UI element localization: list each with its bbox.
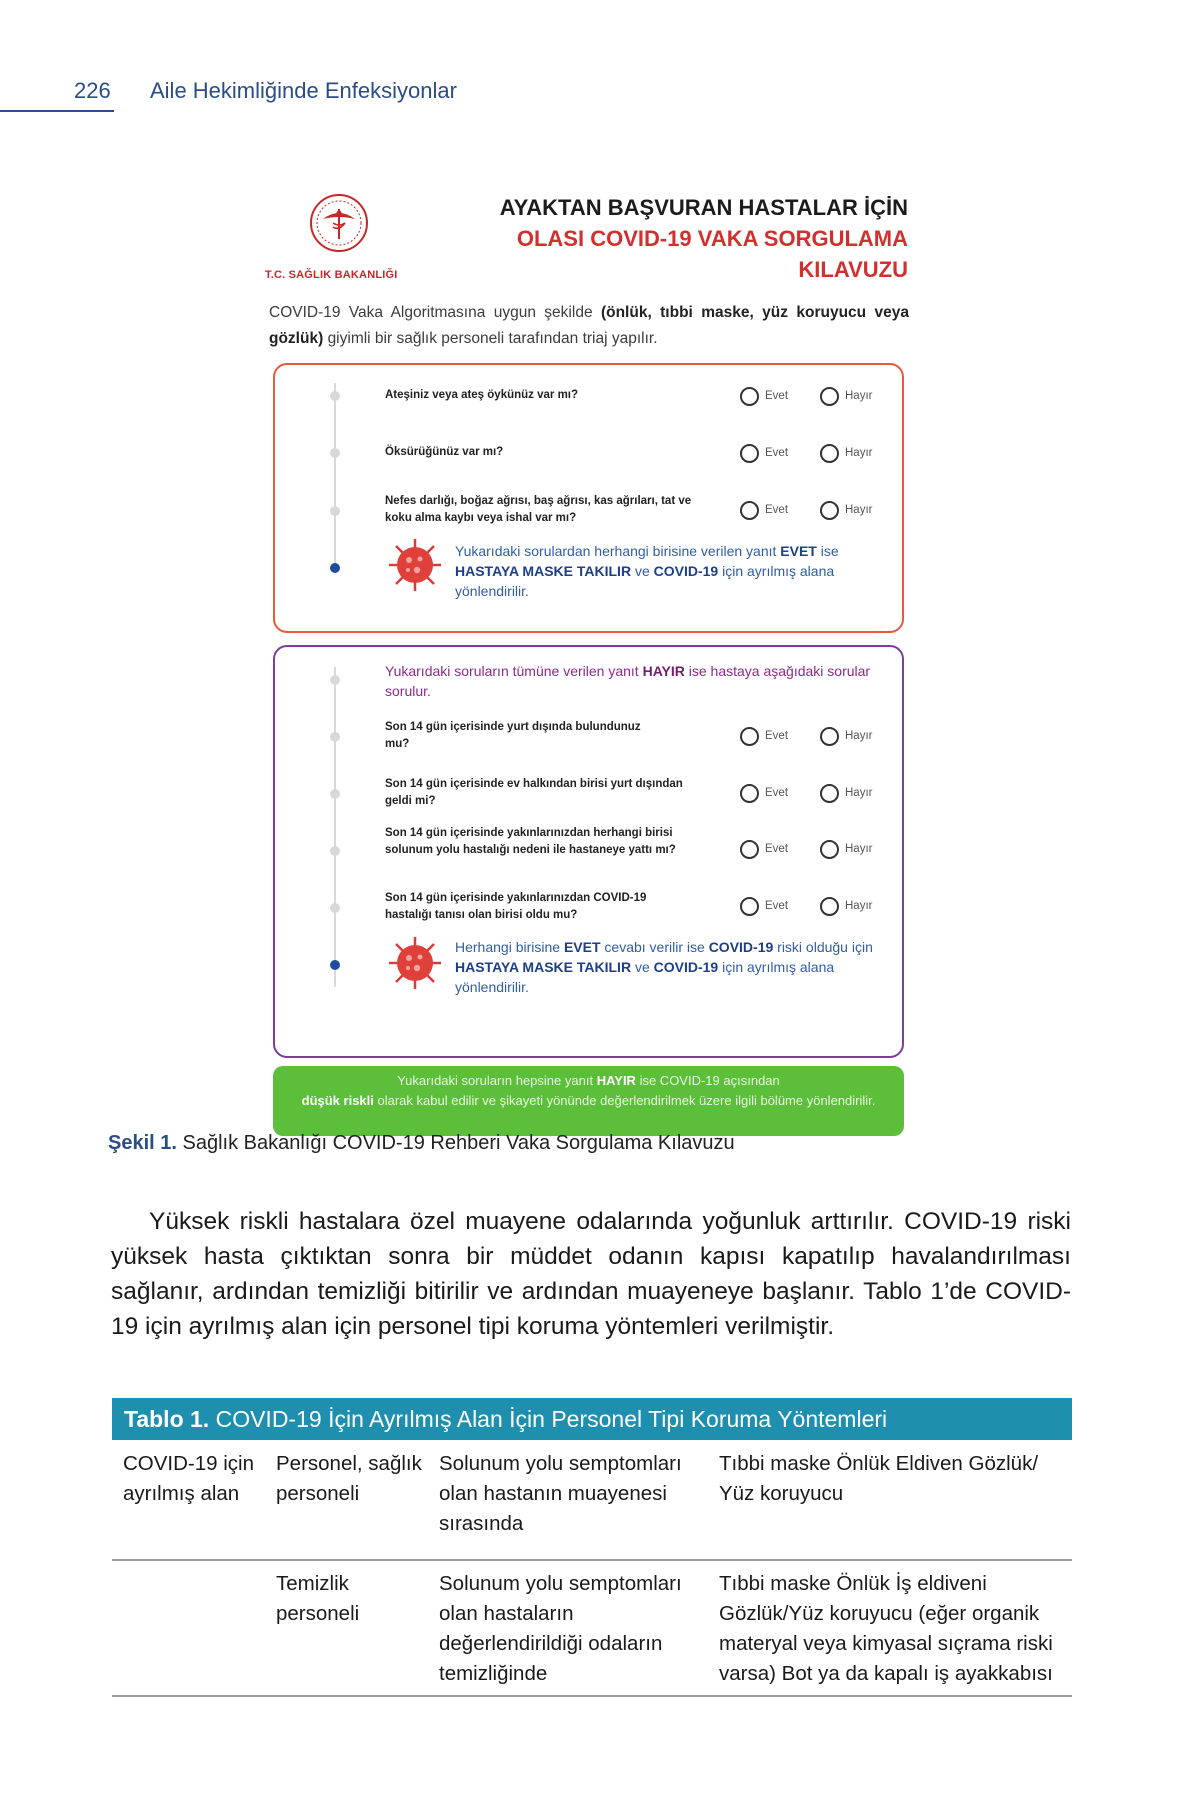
- radio-icon[interactable]: [740, 444, 759, 463]
- radio-icon[interactable]: [740, 727, 759, 746]
- figure-caption: [108, 1132, 735, 1155]
- figure-intro: COVID-19 Vaka Algoritmasına uygun şekilde (önlük, tıbbi maske, yüz koruyucu veya gözlük) giyimli bir sağlık personeli tarafından triaj yapılır.: [269, 304, 909, 347]
- radio-icon[interactable]: [740, 784, 759, 803]
- purple-box-note: Herhangi birisine EVET cevabı verilir ise COVID-19 riski olduğu için HASTAYA MASKE TAKILIR ve COVID-19 için ayrılmış alana yönlendirilir.: [455, 939, 873, 995]
- radio-icon[interactable]: [820, 501, 839, 520]
- question-relative-covid: Son 14 gün içerisinde yakınlarınızdan COVID-19 hastalığı tanısı olan birisi oldu mu?: [385, 892, 647, 921]
- table-title-text: COVID-19 İçin Ayrılmış Alan İçin Personel Tipi Koruma Yöntemleri: [215, 1406, 888, 1432]
- cell-personnel: Temizlik personeli: [276, 1572, 360, 1625]
- header-rule: [0, 110, 114, 112]
- radio-icon[interactable]: [820, 897, 839, 916]
- purple-box-intro: Yukarıdaki soruların tümüne verilen yanıt HAYIR ise hastaya aşağıdaki sorular sorulur.: [385, 663, 871, 699]
- timeline-dot-active: [330, 563, 340, 573]
- cell-personnel: Personel, sağlık personeli: [276, 1452, 422, 1505]
- figure-title-line3: KILAVUZU: [798, 257, 908, 282]
- cell-activity: Solunum yolu semptomları olan hastaların değerlendirildiği odaların temizliğinde: [439, 1572, 682, 1685]
- figure-title: [500, 192, 908, 285]
- virus-icon: [387, 537, 443, 593]
- table-title: [112, 1398, 1072, 1440]
- question-travel: Son 14 gün içerisinde yurt dışında bulundunuz mu?: [385, 721, 641, 750]
- question-symptoms: Nefes darlığı, boğaz ağrısı, baş ağrısı, kas ağrıları, tat ve koku alma kaybı veya ishal var mı?: [385, 495, 692, 524]
- timeline-dot: [330, 391, 340, 401]
- body-paragraph: Yüksek riskli hastalara özel muayene odalarında yoğunluk arttırılır. COVID-19 riski yüksek hasta çıktıktan sonra bir müddet odanın kapısı kapatılıp havalandırılması sağlanır, ardından temizliği bitirilir ve ardından muayeneye başlanır. Tablo 1’de COVID-19 için ayrılmış alan için personel tipi koruma yöntemleri verilmiştir.: [111, 1208, 1071, 1340]
- radio-icon[interactable]: [820, 727, 839, 746]
- question-cough: Öksürüğünüz var mı?: [385, 446, 504, 458]
- timeline-dot: [330, 675, 340, 685]
- timeline-dot-active: [330, 960, 340, 970]
- ministry-emblem-icon: [309, 193, 369, 253]
- cell-protection: Tıbbi maske Önlük İş eldiveni Gözlük/Yüz koruyucu (eğer organik materyal veya kimyasal sıçrama riski varsa) Bot ya da kapalı iş ayakkabısı: [719, 1572, 1053, 1685]
- question-household-travel: Son 14 gün içerisinde ev halkından birisi yurt dışından geldi mi?: [385, 778, 683, 807]
- table-row-divider: [112, 1559, 1072, 1561]
- radio-icon[interactable]: [820, 784, 839, 803]
- radio-icon[interactable]: [740, 897, 759, 916]
- figure-covid-guide: [265, 188, 910, 1118]
- running-title: Aile Hekimliğinde Enfeksiyonlar: [150, 78, 457, 103]
- timeline-dot: [330, 732, 340, 742]
- radio-icon[interactable]: [740, 501, 759, 520]
- radio-icon[interactable]: [820, 387, 839, 406]
- figure-title-line2: OLASI COVID-19 VAKA SORGULAMA: [516, 226, 908, 251]
- timeline-dot: [330, 903, 340, 913]
- page-number: 226: [74, 78, 111, 103]
- answer-options: Evet Hayır: [740, 784, 900, 806]
- low-risk-note: Yukarıdaki soruların hepsine yanıt HAYIR ise COVID-19 açısından düşük riskli olarak kabul edilir ve şikayeti yönünde değerlendirilmek üzere ilgili bölüme yönlendirilir.: [273, 1066, 904, 1136]
- initial-questions-box: [273, 363, 904, 633]
- table-label: Tablo 1.: [124, 1406, 210, 1432]
- question-fever: Ateşiniz veya ateş öykünüz var mı?: [385, 389, 579, 401]
- virus-icon: [387, 935, 443, 991]
- ministry-name: T.C. SAĞLIK BAKANLIĞI: [265, 269, 398, 281]
- radio-icon[interactable]: [740, 387, 759, 406]
- caption-text: Sağlık Bakanlığı COVID-19 Rehberi Vaka Sorgulama Kılavuzu: [182, 1132, 735, 1154]
- answer-options: Evet Hayır: [740, 727, 900, 749]
- radio-icon[interactable]: [740, 840, 759, 859]
- cell-area: COVID-19 için ayrılmış alan: [123, 1452, 255, 1505]
- cell-activity: Solunum yolu semptomları olan hastanın muayenesi sırasında: [439, 1452, 682, 1535]
- timeline-dot: [330, 789, 340, 799]
- timeline-line: [334, 383, 336, 573]
- timeline-line: [334, 667, 336, 987]
- figure-title-line1: AYAKTAN BAŞVURAN HASTALAR İÇİN: [499, 195, 908, 220]
- caption-label: Şekil 1.: [108, 1132, 177, 1154]
- question-relative-hospitalized: Son 14 gün içerisinde yakınlarınızdan herhangi birisi solunum yolu hastalığı nedeni ile hastaneye yattı mı?: [385, 827, 676, 856]
- answer-options: Evet Hayır: [740, 840, 900, 862]
- red-box-note: Yukarıdaki sorulardan herhangi birisine verilen yanıt EVET ise HASTAYA MASKE TAKILIR ve COVID-19 için ayrılmış alana yönlendirilir.: [455, 543, 839, 599]
- timeline-dot: [330, 448, 340, 458]
- answer-options: Evet Hayır: [740, 501, 900, 523]
- ministry-logo: [265, 193, 425, 293]
- table-bottom-rule: [112, 1695, 1072, 1697]
- timeline-dot: [330, 506, 340, 516]
- answer-options: Evet Hayır: [740, 897, 900, 919]
- radio-icon[interactable]: [820, 444, 839, 463]
- answer-options: Evet Hayır: [740, 387, 900, 409]
- radio-icon[interactable]: [820, 840, 839, 859]
- page-header: [0, 78, 1200, 118]
- timeline-dot: [330, 846, 340, 856]
- answer-options: Evet Hayır: [740, 444, 900, 466]
- travel-contact-questions-box: [273, 645, 904, 1058]
- cell-protection: Tıbbi maske Önlük Eldiven Gözlük/ Yüz koruyucu: [719, 1452, 1039, 1505]
